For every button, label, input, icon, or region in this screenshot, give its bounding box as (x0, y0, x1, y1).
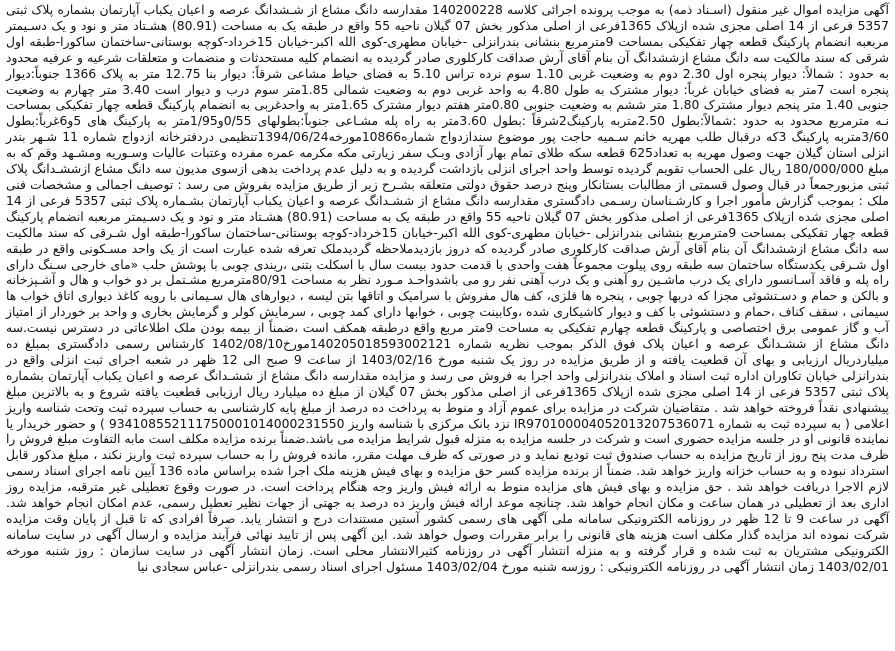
auction-notice-text: آگهی مزایده اموال غیر منقول (اسـناد ذمه) به موجب پرونده اجرائی کلاسه 140200228 مقدارسه دانگ مشاع از شـشدانگ عرصه و اعیان یکباب آپارتمان بشماره پلاک ثبتی 5357 فرعی از 14 اصلی مجزی شده ازپلاک 1365فرعی از اصلی مذکور بخش 07 گیلان ناحیه 55 واقع در طبقه یک به مساحت (80.91) هشـتاد متر و نود و یک دسـیمتر مربعبه انضمام پارکینگ قطعه چهار تفکیکی بمساحت 9مترمربع بنشانی بندرانزلی -خیابان مطهری-کوی الله اکبر-خیابان 15خرداد-کوچه بوستانی-ساختمان ساکورا-طبقه اول شرقی که سند مالکیت سه دانگ مشاع ازششدانگ آن بنام آقای آرش صداقت کارکلوری صادر گردیده به انضمام کلیه مستحدثات و منضمات و متعلقات شرعیه و عرفیه محدود به حدود : شمالاً: دیوار پنجره اول 2.30 دوم به وضعیت غربی 1.10 سوم نرده تراس 5.10 به فضای حیاط مشاعی شرقاً: دیوار بنا 12.75 متر به پلاک 1366 جنوباً:دیوار پنجره است 7متر به فضای خیابان غرباً: دیوار مشترک به طول 4.80 به واحد غربی دوم به وضعیت شمالی 1.85متر سوم درب و دیوار است 3.40 متر چهارم به وضعیت جنوبی 1.40 متر پنجم دیوار مشترک 1.80 متر ششم به وضعیت جنوبی 0.80متر هفتم دیوار مشترک 1.65متر به واحدغربی به انضمام پارکینگ قطعه چهار تفکیکی بمساحت نـه مترمربع محدود به حدود :شمالاً:بطول 2.50متربه پارکینگ2شرقاً :بطول 3.60متر به راه پله مشـاعی جنوباً:بطولهای 0/55و1/95متر به پارکینگ های 5و6غرباً:بطول 3/60متربه پارکینگ 3که درقبال طلب مهریه خانم سـمیه حاجت پور موضوع سندازدواج شماره10866مورخه1394/06/24تنظیمی دردفترخانه ازدواج شماره 11 شـهر بندر انزلی استان گیلان جهت وصول مهریه به تعداد625 قطعه سکه طلای تمام بهار آزادی وبـک سفر زیارتی مکه مکرمه عمره مفرده وعتبات عالیات وسـوریه ومشـهد وقم که به مبلغ 180/000/000 ریال علی الحساب تقویم گردیده توسط واحد اجرای انزلی بازداشت گردیده و به دلیل عدم پرداخت بدهی ازسوی مدیون سه دانگ مشاع ازششـدانگ پلاک ثبتی مزبورجمعاً در قبال وصول قسمتی از مطالبات بستانکار وپنج درصد حقوق دولتی متعلقه بشـرح زیر از طریق مزایده بفروش می رسد : توصیف اجمالی و مشخصات فنی ملک : بموجب گزارش مأمور اجرا و کارشـناسان رسـمی دادگستری مقدارسه دانگ مشاع از ششـدانگ عرصه و اعیان یکباب آپارتمان بشـماره پلاک ثبتی 5357 فرعی از 14 اصلی مجزی شده ازپلاک 1365فرعی از اصلی مذکور بخش 07 گیلان ناحیه 55 واقع در طبقه یک به مساحت (80.91) هشـتاد متر و نود و یک دسـیمتر مربعبه انضمام پارکینگ قطعه چهار تفکیکی بمساحت 9مترمربع بنشانی بندرانزلی -خیابان مطهری-کوی الله اکبر-خیابان 15خرداد-کوچه بوستانی-ساختمان ساکورا-طبقه اول شـرقی که سند مالکیت سه دانگ مشاع ازششدانگ آن بنام آقای آرش صداقت کارکلوری صادر گردیده که دروز بازدیدملاحظه گردیدملک تعرفه شده عبارت است از یک واحد مسـکونی واقع در طبقه اول شـرقی یکدستگاه ساختمان سه طبقه روی پیلوت مجموعاً هفت واحدی با قدمت حدود بیست سال با اسکلت بتنی ،ریندی چوبی با پوشش حلب «مای خارجی سـنگ دارای راه پله و فاقد آسـانسور دارای یک درب ماشـین رو آهنی و یک درب آهنی نفر رو می باشدواحـد مـورد نظر به مساحت 80/91مترمربع مشـتمل بر دو خواب و هال و آشـپزخانه و بالکن و حمام و دسـتشوئی مجزا که دربها چوبی ، پنجره ها فلزی، کف هال مفروش با سرامیک و اتاقها بتن لیسه ، دیوارهای هال سـیمانی با رویه کاغذ دیواری اتاق خواب ها سیمانی ، سقف کناف ،حمام و دستشوئی با کف و دیوار کاشیکاری شده ،وکابینت چوبی ، خوابها دارای کمد چوبی ، سرمایش کولر و گرمایش بخاری و واحد بر خوردار از امتیاز آب و گاز عمومی برق اختصاصی و پارکینگ قطعه چهارم تفکیکی به مساحت 9متر مربع واقع درطبقه همکف است ،ضمناً از بیمه بودن ملک اطلاعاتی در دسترس نیست.سه دانگ مشاع از ششـدانگ عرصه و اعیان پلاک فوق الذکر بموجب نظریه شماره 140205018593002121مورخ1402/08/10 کارشناس رسمی دادگستری بمبلغ ده میلیاردریال ارزیابی و بهای آن قطعیت یافته و از طریق مزایده در روز یک شنبه مورخ 1403/02/16 از ساعت 9 صبح الی 12 ظهر در شعبه اجرای ثبت انزلی واقع در بندرانزلی خیابان تکاوران اداره ثبت اسناد و املاک بندرانزلی واحد اجرا به فروش می رسد و مزایده مقدارسه دانگ مشاع از ششـدانگ عرصه و اعیان یکباب آپارتمان بشماره پلاک ثبتی 5357 فرعی از 14 اصلی مجزی شده ازپلاک 1365فرعی از اصلی مذکور بخش 07 گیلان از مبلغ ده میلیارد ریال ارزیابی قطعیت یافته شروع و به بالاترین مبلغ پیشنهادی نقداً فروخته خواهد شد . متقاضیان شرکت در مزایده برای عموم آزاد و منوط به پرداخت ده درصد از مبلغ پایه کارشناسی به حساب سپرده ثبت وتحت شناسه واریز اعلامی ( به سپرده ثبت به شماره IR970100004052013207536071 نزد بانک مرکزی با شناسه واریز 934108552111750001014000231550 ) و حضور خریدار یا نماینده قانونی او در جلسه مزایده حضوری است و شرکت در جلسه مزایده به منزله قبول شرایط مزایده می باشد.ضمناً برنده مزایده مکلف است مابه التفاوت مبلغ فروش را ظرف مدت پنج روز از تاریخ مزایده به حساب صندوق ثبت تودیع نماید و در صورتی که ظرف مهلت مقرر، مانده فروش را به حساب سپرده ثبت واریز نکند ، مبلغ مذکور قابل استرداد نبوده و به حساب خزانه واریز خواهد شد. ضمناً از برنده مزایده کسر حق مزایده و بهای فیش هزینه ملک اجرا شده براساس ماده 136 آیین نامه اجرای اسناد رسمی لازم الاجرا دریافت خواهد شد . حق مزایده و بهای فیش های مزایده منوط به ارائه فیش واریز وجه هنگام پرداخت است. در صورت وقوع تعطیلی غیر مترقبه، مزایده روز اداری بعد از تعطیلی در همان ساعت و مکان انجام خواهد شد. چنانچه موعد ارائه فیش واریز ده درصد به جهتی از جهات نظیر تعطیل رسمی، عدم امکان انجام خواهد شد. آگهی در ساعت 9 تا 12 ظهر در روزنامه الکترونیکی سامانه ملی آگهی های رسمی کشور آستین مستندات درج و انتشار یابد. صرفاً افرادی که تا قبل از پایان وقت مزایده شرکت نموده اند مزایده گذار مکلف است هزینه های قانونی را برابر مقررات وصول خواهد شد. این آگهی پس از تایید نهائی فرآیند مزایده و ارسال آگهی در سایت سامانه الکترونیکی مشتریان به ثبت شده و قرار گرفته و به منزله انتشار آگهی در روزنامه کثیرالانتشار محلی است. زمان انتشار آگهی در سایت سازمان : روز شنبه مورخه 1403/02/01 زمان انتشار آگهی در روزنامه الکترونیکی : روزسه شنبه مورخ 1403/02/04 مسئول اجرای اسناد رسمی بندرانزلی -عباس سجادی نیا (6, 3, 890, 574)
